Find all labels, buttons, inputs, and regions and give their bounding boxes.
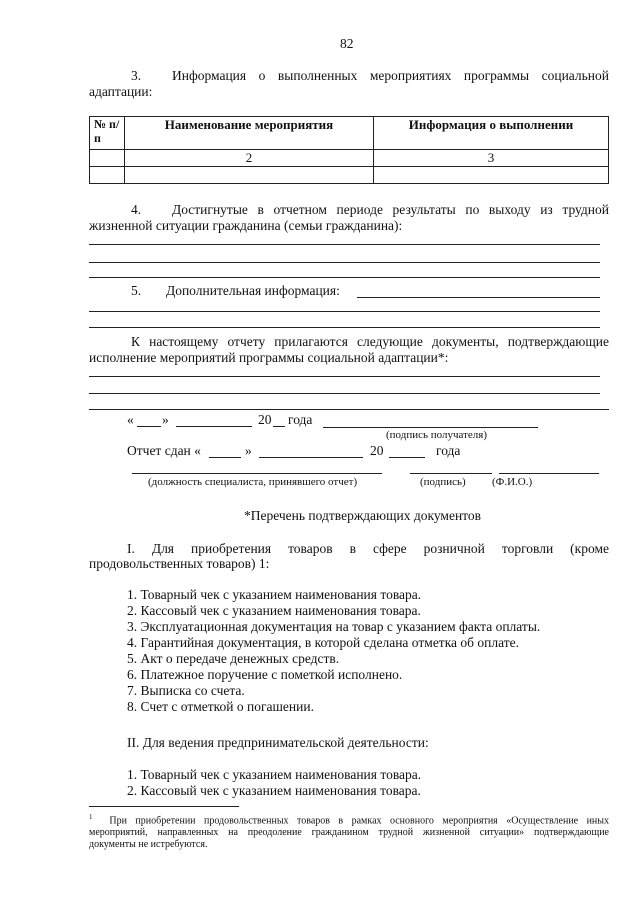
list-item: 8. Счет с отметкой о погашении. xyxy=(127,699,314,714)
specialist-position-line[interactable] xyxy=(132,473,382,474)
index-cell-2: 2 xyxy=(125,150,374,167)
list-item: 2. Кассовый чек с указанием наименования товара. xyxy=(127,783,421,798)
footnote-line3: документы не истребуются. xyxy=(89,839,208,851)
attached-line2: исполнение мероприятий программы социальной адаптации*: xyxy=(89,350,449,365)
footnote xyxy=(89,811,609,851)
events-table xyxy=(89,116,609,184)
additional-info-fill-line[interactable] xyxy=(357,297,600,298)
year-word: года xyxy=(288,412,313,427)
footnote-line2: мероприятий, направленных на преодоление гражданином трудной жизненной ситуации» подтверждающие xyxy=(89,827,609,839)
attached-fill-line[interactable] xyxy=(89,409,609,410)
list-item: 1. Товарный чек с указанием наименования товара. xyxy=(127,587,422,602)
submitted-month-fill-line[interactable] xyxy=(259,457,363,458)
table-row xyxy=(90,167,609,184)
table-index-row xyxy=(90,150,609,167)
results-fill-line[interactable] xyxy=(89,262,600,263)
additional-info-fill-line[interactable] xyxy=(89,311,600,312)
index-cell-3: 3 xyxy=(374,150,609,167)
submitted-quote-close: » xyxy=(245,443,252,458)
table-cell[interactable] xyxy=(90,167,125,184)
signature-caption: (подпись) xyxy=(420,476,466,488)
recipient-caption: (подпись получателя) xyxy=(386,429,488,441)
section3-line1: Информация о выполненных мероприятиях программы социальной xyxy=(172,68,609,83)
table-cell[interactable] xyxy=(374,167,609,184)
attached-fill-line[interactable] xyxy=(89,393,600,394)
section4-line2: жизненной ситуации гражданина (семьи гражданина): xyxy=(89,218,403,233)
footnote-mark: 1 xyxy=(89,813,93,821)
day-fill-line[interactable] xyxy=(137,426,161,427)
list-item: 1. Товарный чек с указанием наименования товара. xyxy=(127,767,422,782)
year-fill-line[interactable] xyxy=(273,426,285,427)
recipient-signature-line[interactable] xyxy=(323,427,538,428)
submitted-year-prefix: 20 xyxy=(370,443,384,458)
documents-list-title: *Перечень подтверждающих документов xyxy=(244,508,482,523)
additional-info-fill-line[interactable] xyxy=(89,327,600,328)
section5-label: Дополнительная информация: xyxy=(166,283,340,298)
date-quote-open: « xyxy=(127,412,134,427)
results-fill-line[interactable] xyxy=(89,244,600,245)
footnote-separator xyxy=(89,806,239,807)
list-item: 3. Эксплуатационная документация на товар с указанием факта оплаты. xyxy=(127,619,541,634)
part1-line2: продовольственных товаров) 1: xyxy=(89,556,270,571)
col-result-header: Информация о выполнении xyxy=(374,117,609,150)
list-item: 7. Выписка со счета. xyxy=(127,683,245,698)
part1-line1: I. Для приобретения товаров в сфере розничной торговли (кроме xyxy=(127,541,609,556)
part1-list xyxy=(127,587,540,715)
table-header-row xyxy=(90,117,609,150)
specialist-signature-line[interactable] xyxy=(410,473,492,474)
submitted-year-word: года xyxy=(436,443,461,458)
col-number-header: № п/п xyxy=(90,117,125,150)
specialist-name-line[interactable] xyxy=(499,473,599,474)
attached-fill-line[interactable] xyxy=(89,376,600,377)
section3-line2: адаптации: xyxy=(89,84,153,99)
index-cell-1 xyxy=(90,150,125,167)
page-number: 82 xyxy=(340,36,354,51)
part2-title: II. Для ведения предпринимательской деятельности: xyxy=(127,735,429,750)
submitted-label: Отчет сдан « xyxy=(127,443,201,458)
col-event-header: Наименование мероприятия xyxy=(125,117,374,150)
section5-number: 5. xyxy=(131,283,142,298)
list-item: 5. Акт о передаче денежных средств. xyxy=(127,651,340,666)
submitted-day-fill-line[interactable] xyxy=(209,457,241,458)
specialist-caption: (должность специалиста, принявшего отчет) xyxy=(148,476,358,488)
name-caption: (Ф.И.О.) xyxy=(492,476,533,488)
footnote-line1: При приобретении продовольственных товаров в рамках основного мероприятия «Осуществление иных xyxy=(109,815,609,827)
list-item: 2. Кассовый чек с указанием наименования товара. xyxy=(127,603,421,618)
section4-line1: Достигнутые в отчетном периоде результаты по выходу из трудной xyxy=(172,202,609,217)
year-prefix: 20 xyxy=(258,412,272,427)
section3-number: 3. xyxy=(131,68,142,83)
month-fill-line[interactable] xyxy=(176,426,252,427)
section4-number: 4. xyxy=(131,202,142,217)
attached-line1: К настоящему отчету прилагаются следующие документы, подтверждающие xyxy=(131,334,609,349)
list-item: 6. Платежное поручение с пометкой исполнено. xyxy=(127,667,403,682)
date-quote-close: » xyxy=(162,412,169,427)
list-item: 4. Гарантийная документация, в которой сделана отметка об оплате. xyxy=(127,635,520,650)
part2-list xyxy=(127,767,421,799)
results-fill-line[interactable] xyxy=(89,277,600,278)
submitted-year-fill-line[interactable] xyxy=(389,457,425,458)
table-cell[interactable] xyxy=(125,167,374,184)
